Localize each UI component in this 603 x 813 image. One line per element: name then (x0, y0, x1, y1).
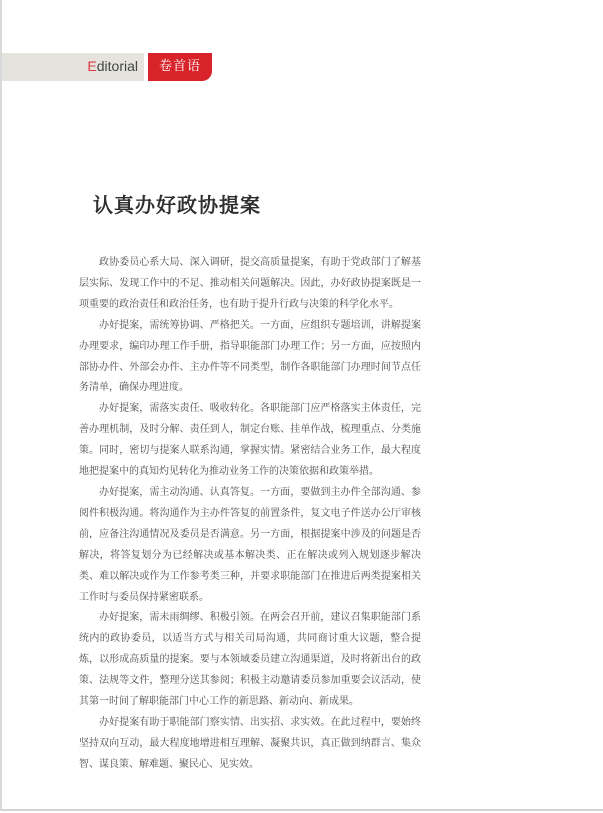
paragraph: 办好提案有助于职能部门察实情、出实招、求实效。在此过程中，要始终坚持双向互动，最大程度地增进相互理解、凝聚共识，真正做到纳群言、集众智、谋良策、解难题、聚民心、见实效。 (79, 716, 421, 770)
article-body (79, 253, 421, 776)
paragraph: 办好提案，需统筹协调、严格把关。一方面，应组织专题培训，讲解提案办理要求，编印办理工作手册，指导职能部门办理工作；另一方面，应按照内部协办件、外部会办件、主办件等不同类型，制作各职能部门办理时间节点任务清单，确保办理进度。 (79, 319, 421, 394)
paragraph: 办好提案，需落实责任、吸收转化。各职能部门应严格落实主体责任，完善办理机制，及时分解、责任到人，制定台账、挂单作战，梳理重点、分类施策。同时，密切与提案人联系沟通，掌握实情。紧密结合业务工作，最大程度地把提案中的真知灼见转化为推动业务工作的决策依据和政策举措。 (79, 403, 421, 478)
editorial-initial: E (87, 58, 97, 74)
paragraph: 办好提案，需主动沟通、认真答复。一方面，要做到主办件全部沟通、参阅件积极沟通。将沟通作为主办件答复的前置条件，复文电子件送办公厅审核前，应备注沟通情况及委员是否满意。另一方面，根据提案中涉及的问题是否解决，将答复划分为已经解决或基本解决类、正在解决或列入规划逐步解决类、难以解决或作为工作参考类三种，并要求职能部门在推进后两类提案相关工作时与委员保持紧密联系。 (79, 486, 421, 603)
paragraph: 政协委员心系大局、深入调研，提交高质量提案，有助于党政部门了解基层实际、发现工作中的不足、推动相关问题解决。因此，办好政协提案既是一项重要的政治责任和政治任务，也有助于提升行政与决策的科学化水平。 (79, 257, 421, 310)
article-title: 认真办好政协提案 (93, 193, 261, 217)
paragraph: 办好提案，需未雨绸缪、积极引领。在两会召开前，建议召集职能部门系统内的政协委员，以适当方式与相关司局沟通，共同商讨重大议题，整合提炼，以形成高质量的提案。要与本领域委员建立沟通渠道，及时将新出台的政策、法规等文件，整理分送其参阅；积极主动邀请委员参加重要会议活动，使其第一时间了解职能部门中心工作的新思路、新动向、新成果。 (79, 612, 421, 708)
editorial-label (87, 58, 138, 74)
editorial-rest: ditorial (96, 58, 138, 74)
editorial-header-band (2, 53, 144, 81)
section-tag: 卷首语 (148, 53, 212, 81)
